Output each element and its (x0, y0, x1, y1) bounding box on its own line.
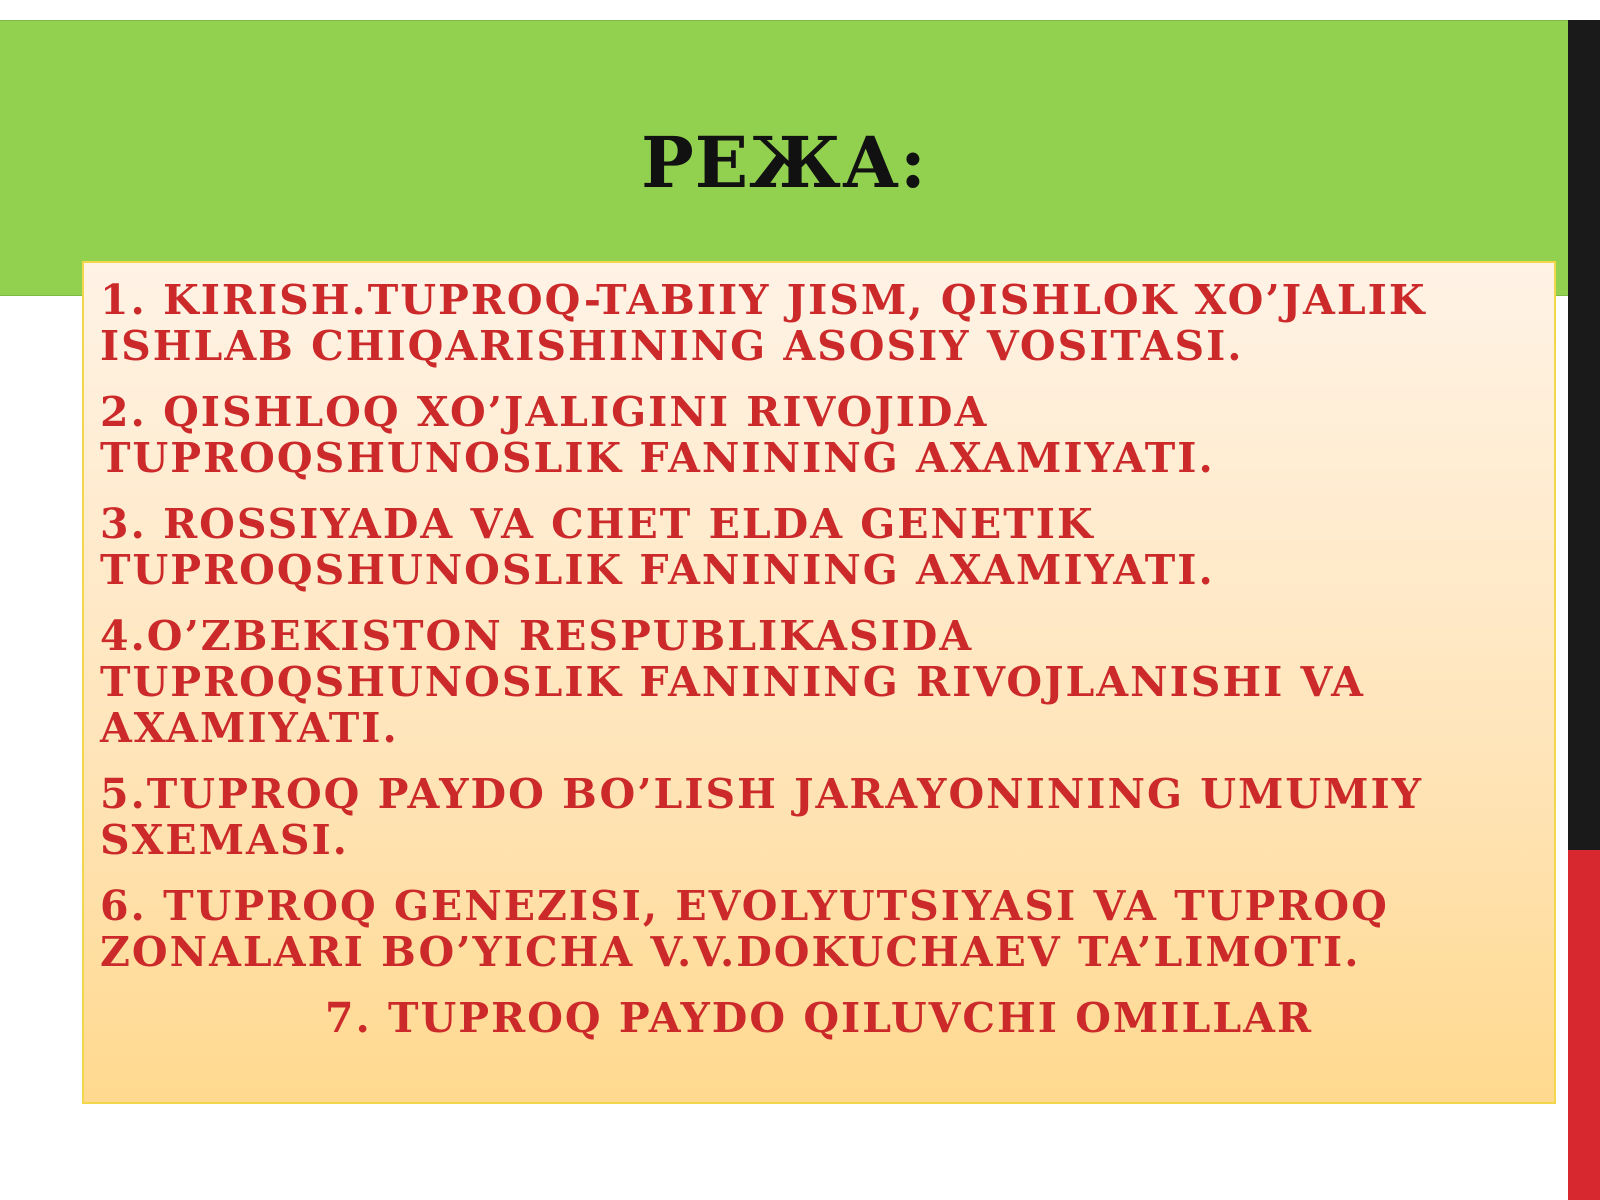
plan-item-5 (100, 771, 1538, 863)
plan-item-3-line-2: TUPROQSHUNOSLIK FANINING AXAMIYATI. (100, 546, 1215, 594)
plan-item-3 (100, 501, 1538, 593)
plan-item-1-line-2: ISHLAB CHIQARISHINING ASOSIY VOSITASI. (100, 322, 1244, 370)
plan-item-6-line-2: ZONALARI BO’YICHA V.V.DOKUCHAEV TA’LIMOTI. (100, 928, 1361, 976)
plan-item-4-line-2: TUPROQSHUNOSLIK FANINING RIVOJLANISHI VA (100, 658, 1365, 706)
plan-item-2-line-2: TUPROQSHUNOSLIK FANINING AXAMIYATI. (100, 434, 1215, 482)
slide-title: РЕЖА: (641, 121, 927, 204)
plan-item-4-line-1: 4.O’ZBEKISTON RESPUBLIKASIDA (100, 612, 974, 660)
plan-item-3-line-1: 3. ROSSIYADA VA CHET ELDA GENETIK (100, 500, 1095, 548)
plan-item-7 (100, 995, 1538, 1041)
plan-item-6 (100, 883, 1538, 975)
plan-item-4-line-3: AXAMIYATI. (100, 704, 399, 752)
plan-item-2-line-1: 2. QISHLOQ XO’JALIGINI RIVOJIDA (100, 388, 989, 436)
plan-item-2 (100, 389, 1538, 481)
plan-item-1-line-1: 1. KIRISH.TUPROQ-TABIIY JISM, QISHLOK XO’JALIK (100, 276, 1427, 324)
plan-item-4 (100, 613, 1538, 751)
right-accent-bar-dark (1568, 20, 1600, 850)
plan-item-5-line-2: SXEMASI. (100, 816, 349, 864)
plan-item-5-line-1: 5.TUPROQ PAYDO BO’LISH JARAYONINING UMUMIY (100, 770, 1423, 818)
plan-item-1 (100, 277, 1538, 369)
right-accent-bar-red (1568, 850, 1600, 1200)
plan-item-7-line-1: 7. TUPROQ PAYDO QILUVCHI OMILLAR (324, 994, 1314, 1042)
plan-content-box (82, 261, 1556, 1104)
plan-item-6-line-1: 6. TUPROQ GENEZISI, EVOLYUTSIYASI VA TUPROQ (100, 882, 1389, 930)
